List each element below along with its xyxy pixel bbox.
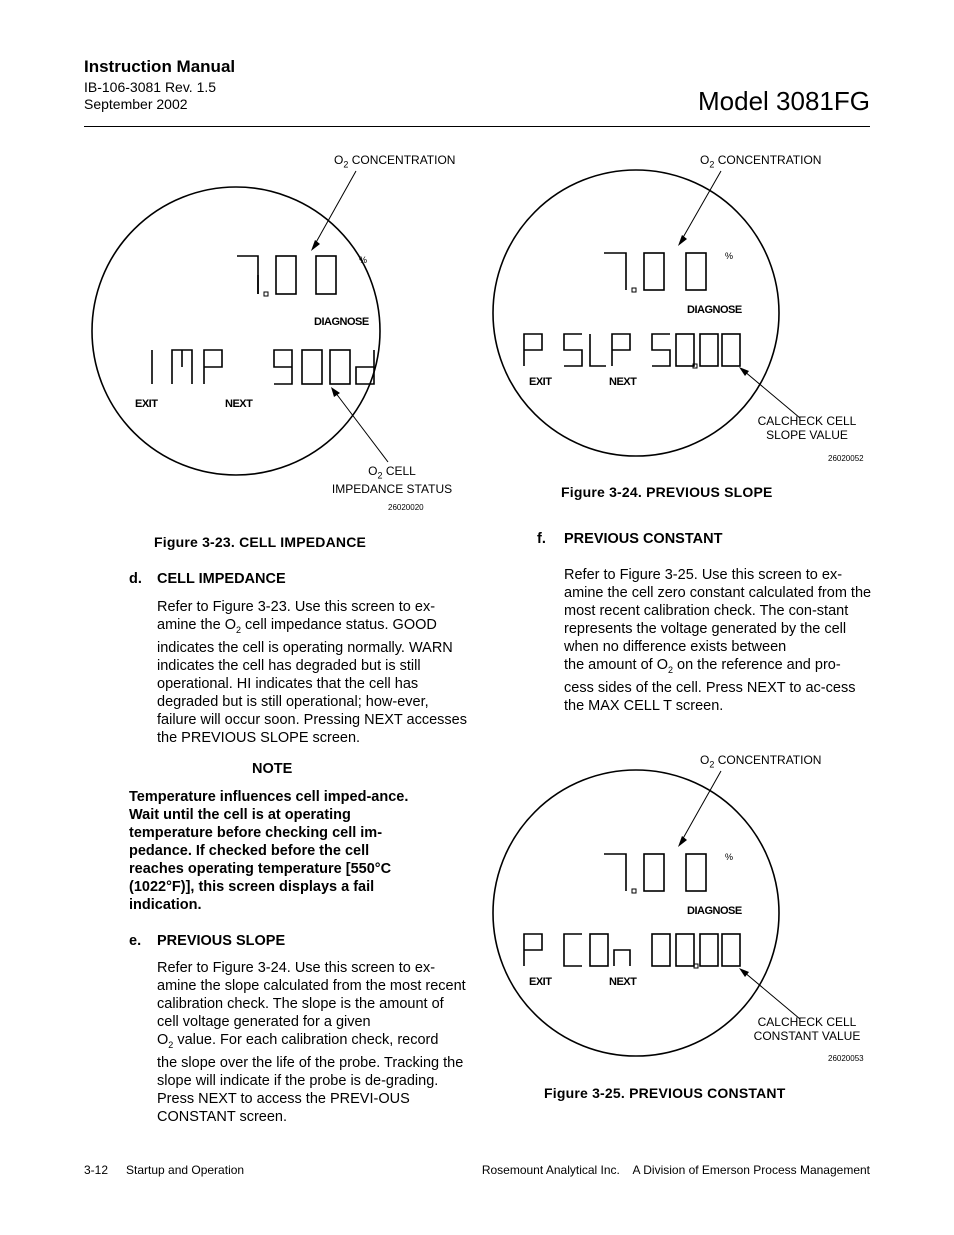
percent-symbol: %: [725, 251, 734, 261]
percent-symbol: %: [725, 852, 734, 862]
lcd-decimal-point: [632, 889, 636, 893]
figure-caption: Figure 3-25. PREVIOUS CONSTANT: [544, 1085, 786, 1101]
figure-reference-number: 26020053: [828, 1054, 864, 1063]
slope-value-callout: CALCHECK CELL SLOPE VALUE: [757, 414, 857, 442]
next-key-label: NEXT: [609, 376, 637, 388]
section-d-letter: d.: [129, 571, 142, 587]
section-f-letter: f.: [537, 531, 546, 547]
figure-caption: Figure 3-24. PREVIOUS SLOPE: [561, 484, 773, 500]
lcd-top-segments: [604, 854, 706, 891]
figure-reference-number: 26020020: [388, 503, 424, 512]
cell-impedance-status-label: $O_2$ CELL IMPEDANCE STATUS: [331, 464, 453, 497]
percent-symbol: %: [359, 255, 368, 265]
figure-reference-number: 26020052: [828, 454, 864, 463]
diagnose-indicator: DIAGNOSE: [314, 316, 369, 328]
document-date: September 2002: [84, 96, 188, 112]
section-f-paragraph: Refer to Figure 3-25. Use this screen to ex-amine the cell zero constant calculated from the most recent calibration check. The con-stant represents the voltage generated by the cell when no difference exists between the amount of $O_2$ on the reference and pro- cess sides of the cell. Press NEXT to ac-cess the MAX CELL T screen.: [564, 567, 872, 714]
manual-title: Instruction Manual: [84, 57, 236, 76]
exit-key-label: EXIT: [529, 376, 552, 388]
section-d-heading: CELL IMPEDANCE: [157, 571, 286, 587]
diagnose-indicator: DIAGNOSE: [687, 905, 742, 917]
footer-section: Startup and Operation: [126, 1163, 245, 1177]
o2-concentration-label: $O_2$ CONCENTRATION: [700, 153, 822, 170]
footer-page-number: 3-12: [84, 1163, 109, 1177]
model-name: Model 3081FG: [698, 86, 870, 116]
o2-concentration-label: $O_2$ CONCENTRATION: [334, 153, 456, 170]
exit-key-label: EXIT: [135, 398, 158, 410]
section-e-heading: PREVIOUS SLOPE: [157, 933, 286, 949]
next-key-label: NEXT: [609, 976, 637, 988]
section-f-heading: PREVIOUS CONSTANT: [564, 531, 723, 547]
constant-value-callout: CALCHECK CELL CONSTANT VALUE: [753, 1015, 861, 1043]
section-e-paragraph: Refer to Figure 3-24. Use this screen to ex-amine the slope calculated from the most recent calibration check. The slope is the amount of cell voltage generated for a given $O_2$ value. For each calibration check, record the slope over the life of the probe. Tracking the slope will indicate if the probe is de-grading. Press NEXT to access the PREVI-OUS CONSTANT screen.: [157, 960, 466, 1125]
exit-key-label: EXIT: [529, 976, 552, 988]
document-id: IB-106-3081 Rev. 1.5: [84, 79, 217, 95]
diagnose-indicator: DIAGNOSE: [687, 304, 742, 316]
section-d-paragraph: Refer to Figure 3-23. Use this screen to ex- amine the $O_2$ cell impedance status. GOOD indicates the cell is operating normally. WARN indicates the cell has degraded but is still operational. HI indicates that the cell has degraded but is still operational; how-ever, failure will occur soon. Pressing NEXT accesses the PREVIOUS SLOPE screen.: [157, 599, 467, 746]
section-e-letter: e.: [129, 933, 142, 949]
note-text: Temperature influences cell imped-ance. Wait until the cell is at operating temperature before checking cell im-pedance. If checked before the cell reaches operating temperature [550°C (1022°F)], this screen displays a fail indication.: [129, 789, 409, 913]
footer-company: Rosemount Analytical Inc. A Division of Emerson Process Management: [481, 1163, 870, 1177]
next-key-label: NEXT: [225, 398, 253, 410]
note-heading: NOTE: [252, 761, 293, 777]
o2-concentration-label: $O_2$ CONCENTRATION: [700, 753, 822, 770]
lcd-bottom-segments: [524, 934, 740, 966]
figure-caption: Figure 3-23. CELL IMPEDANCE: [154, 534, 367, 550]
